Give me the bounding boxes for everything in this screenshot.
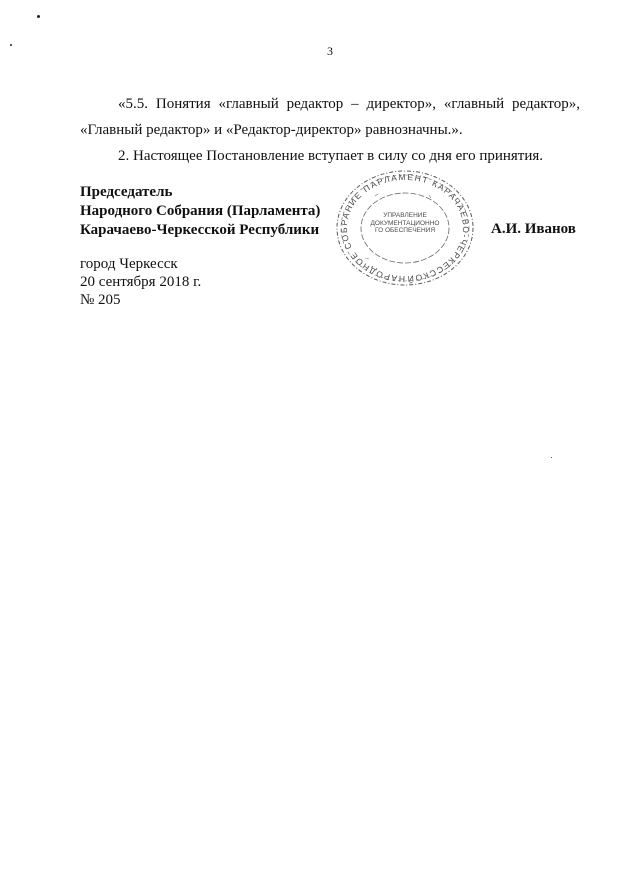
paragraph-effective: 2. Настоящее Постановление вступает в силу со дня его принятия. — [118, 148, 544, 164]
signer-name: А.И. Иванов — [491, 221, 576, 237]
document-date: 20 сентября 2018 г. — [80, 274, 202, 290]
official-seal-icon — [335, 168, 475, 288]
signatory-title-line: Народного Собрания (Парламента) — [80, 203, 321, 219]
page-number: 3 — [327, 44, 333, 58]
seal-center-text: УПРАВЛЕНИЕ ДОКУМЕНТАЦИОННОГО ОБЕСПЕЧЕНИЯ — [370, 212, 440, 234]
signatory-title-line: Карачаево-Черкесской Республики — [80, 222, 320, 238]
scan-speck — [37, 15, 40, 18]
city: город Черкесск — [80, 256, 178, 272]
document-meta — [80, 255, 201, 309]
signatory-title — [80, 183, 320, 240]
signatory-title-line: Председатель — [80, 184, 173, 200]
scan-speck — [551, 457, 552, 458]
document-number: № 205 — [80, 292, 121, 308]
paragraph-definition: «5.5. Понятия «главный редактор – директор», «главный редактор», «Главный редактор» и «Редактор-директор» равнозначны.». — [80, 96, 580, 138]
seal-ring-text: НАРОДНОЕ СОБРАНИЕ ПАРЛАМЕНТ КАРАЧАЕВО-ЧЕРКЕССКОЙ — [338, 171, 472, 285]
